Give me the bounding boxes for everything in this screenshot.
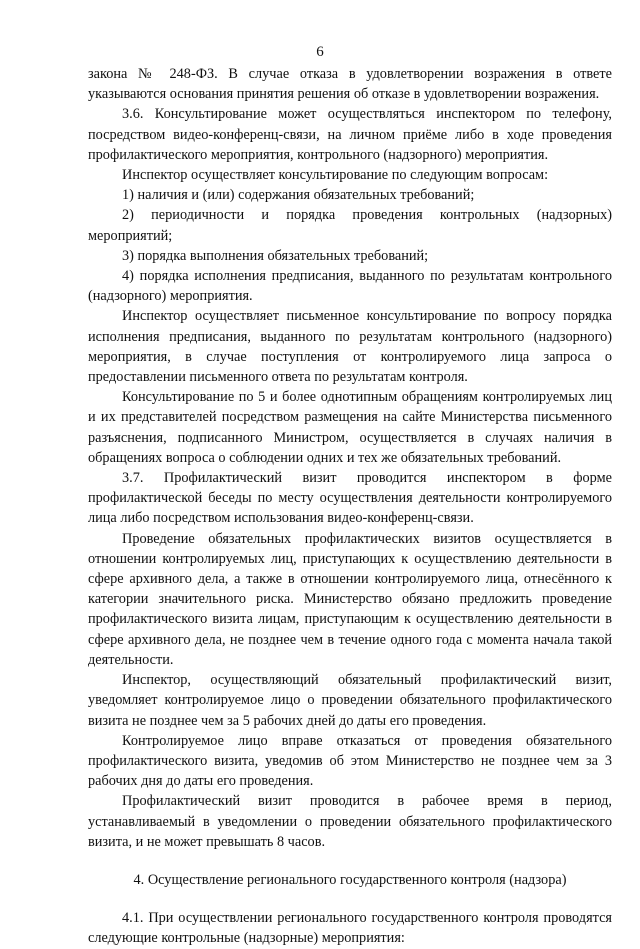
- paragraph: 3) порядка выполнения обязательных требований;: [122, 247, 429, 264]
- paragraph: 3.7. Профилактический визит проводится инспектором в форме профилактической беседы по месту осуществления деятельности контролируемого лица либо посредством использования видео-конференц-связи.: [88, 470, 612, 527]
- document-body: [88, 64, 612, 949]
- paragraph: 4.1. При осуществлении регионального государственного контроля проводятся следующие контрольные (надзорные) мероприятия:: [88, 910, 612, 947]
- paragraph: Проведение обязательных профилактических визитов осуществляется в отношении контролируемых лиц, приступающих к осуществлению деятельности в сфере архивного дела, а также в отношении контролируемого лица, отнесённого к категории значительного риска. Министерство обязано предложить проведение профилактического визита лицам, приступающим к осуществлению деятельности в сфере архивного дела, не позднее чем в течение одного года с момента начала такой деятельности.: [88, 530, 612, 668]
- paragraph: Инспектор, осуществляющий обязательный профилактический визит, уведомляет контролируемое лицо о проведении обязательного профилактического визита не позднее чем за 5 рабочих дней до даты его проведения.: [88, 672, 612, 729]
- paragraph: 1) наличия и (или) содержания обязательных требований;: [122, 187, 475, 204]
- paragraph: Контролируемое лицо вправе отказаться от проведения обязательного профилактического визита, уведомив об этом Министерство не позднее чем за 3 рабочих дня до даты его проведения.: [88, 732, 612, 790]
- paragraph-list: [88, 64, 612, 852]
- paragraph: Инспектор осуществляет консультирование по следующим вопросам:: [122, 167, 549, 184]
- paragraph: Инспектор осуществляет письменное консультирование по вопросу порядка исполнения предписания, выданного по результатам контрольного (надзорного) мероприятия, в случае поступления от контролируемого лица запроса о предоставлении письменного ответа по результатам контроля.: [88, 308, 612, 386]
- paragraph: 2) периодичности и порядка проведения контрольных (надзорных) мероприятий;: [88, 207, 612, 244]
- section-heading: 4. Осуществление регионального государственного контроля (надзора): [133, 871, 567, 888]
- paragraph: Профилактический визит проводится в рабочее время в период, устанавливаемый в уведомлении о проведении обязательного профилактического визита, и не может превышать 8 часов.: [88, 793, 612, 850]
- paragraph: 4) порядка исполнения предписания, выданного по результатам контрольного (надзорного) мероприятия.: [88, 268, 612, 305]
- paragraph-list-after-heading: [88, 908, 612, 948]
- page-number: 6: [316, 44, 324, 60]
- paragraph: Консультирование по 5 и более однотипным обращениям контролируемых лиц и их представителей посредством размещения на сайте Министерства письменного разъяснения, подписанного Министром, осуществляется в случаях наличия в обращениях вопроса о соблюдении одних и тех же обязательных требований.: [88, 389, 612, 466]
- paragraph: закона № 248-ФЗ. В случае отказа в удовлетворении возражения в ответе указываются основания принятия решения об отказе в удовлетворении возражения.: [88, 66, 612, 103]
- paragraph: 3.6. Консультирование может осуществляться инспектором по телефону, посредством видео-конференц-связи, на личном приёме либо в ходе проведения профилактического мероприятия, контрольного (надзорного) мероприятия.: [88, 106, 612, 163]
